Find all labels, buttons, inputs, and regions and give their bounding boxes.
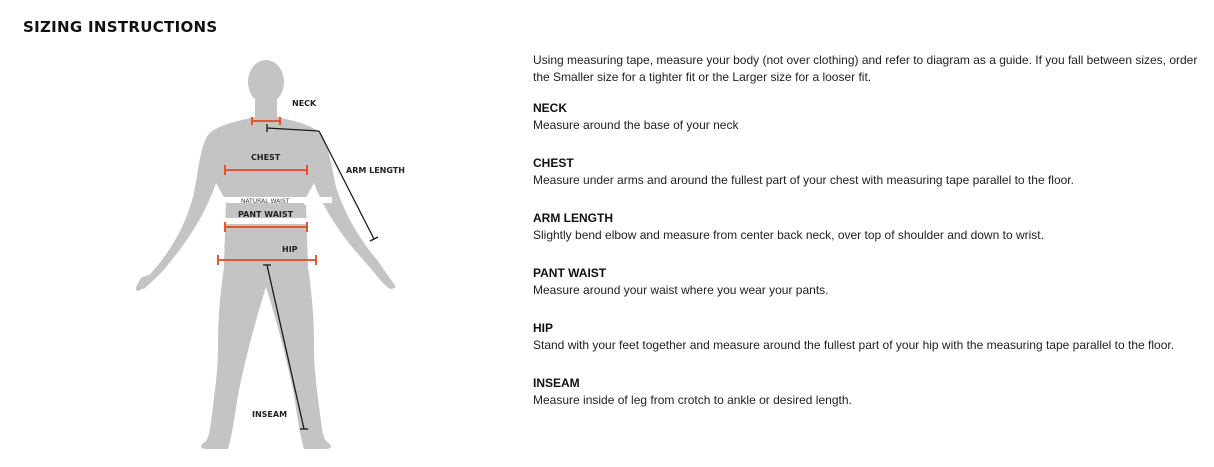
section-desc: Measure around the base of your neck — [533, 118, 739, 132]
section-chest — [533, 155, 1203, 188]
section-hip — [533, 320, 1203, 353]
body-measurement-diagram — [130, 55, 420, 455]
label-inseam: INSEAM — [252, 410, 288, 419]
page-title: SIZING INSTRUCTIONS — [23, 18, 218, 36]
section-title: NECK — [533, 101, 568, 115]
body-silhouette — [136, 60, 396, 449]
section-pant-waist — [533, 265, 1203, 298]
section-title: CHEST — [533, 156, 574, 170]
section-desc: Stand with your feet together and measure around the fullest part of your hip with the measuring tape parallel to the floor. — [533, 338, 1175, 352]
section-inseam — [533, 375, 1203, 408]
label-neck: NECK — [292, 99, 317, 108]
section-title: INSEAM — [533, 376, 580, 390]
section-title: ARM LENGTH — [533, 211, 613, 225]
label-natural-waist: NATURAL WAIST — [241, 198, 290, 205]
section-neck — [533, 100, 1203, 133]
intro-text: Using measuring tape, measure your body (not over clothing) and refer to diagram as a guide. If you fall between sizes, order the Smaller size for a tighter fit or the Larger size for a looser fit. — [533, 53, 1198, 84]
label-hip: HIP — [282, 245, 298, 254]
section-arm-length — [533, 210, 1203, 243]
body-silhouette-svg — [130, 55, 420, 455]
section-desc: Measure inside of leg from crotch to ankle or desired length. — [533, 393, 852, 407]
section-title: HIP — [533, 321, 554, 335]
label-arm-length: ARM LENGTH — [346, 166, 405, 175]
section-desc: Measure around your waist where you wear your pants. — [533, 283, 829, 297]
section-desc: Slightly bend elbow and measure from center back neck, over top of shoulder and down to wrist. — [533, 228, 1044, 242]
section-title: PANT WAIST — [533, 266, 607, 280]
label-pant-waist: PANT WAIST — [238, 210, 294, 219]
section-desc: Measure under arms and around the fullest part of your chest with measuring tape parallel to the floor. — [533, 173, 1074, 187]
instructions-content — [533, 52, 1203, 430]
label-chest: CHEST — [251, 153, 281, 162]
